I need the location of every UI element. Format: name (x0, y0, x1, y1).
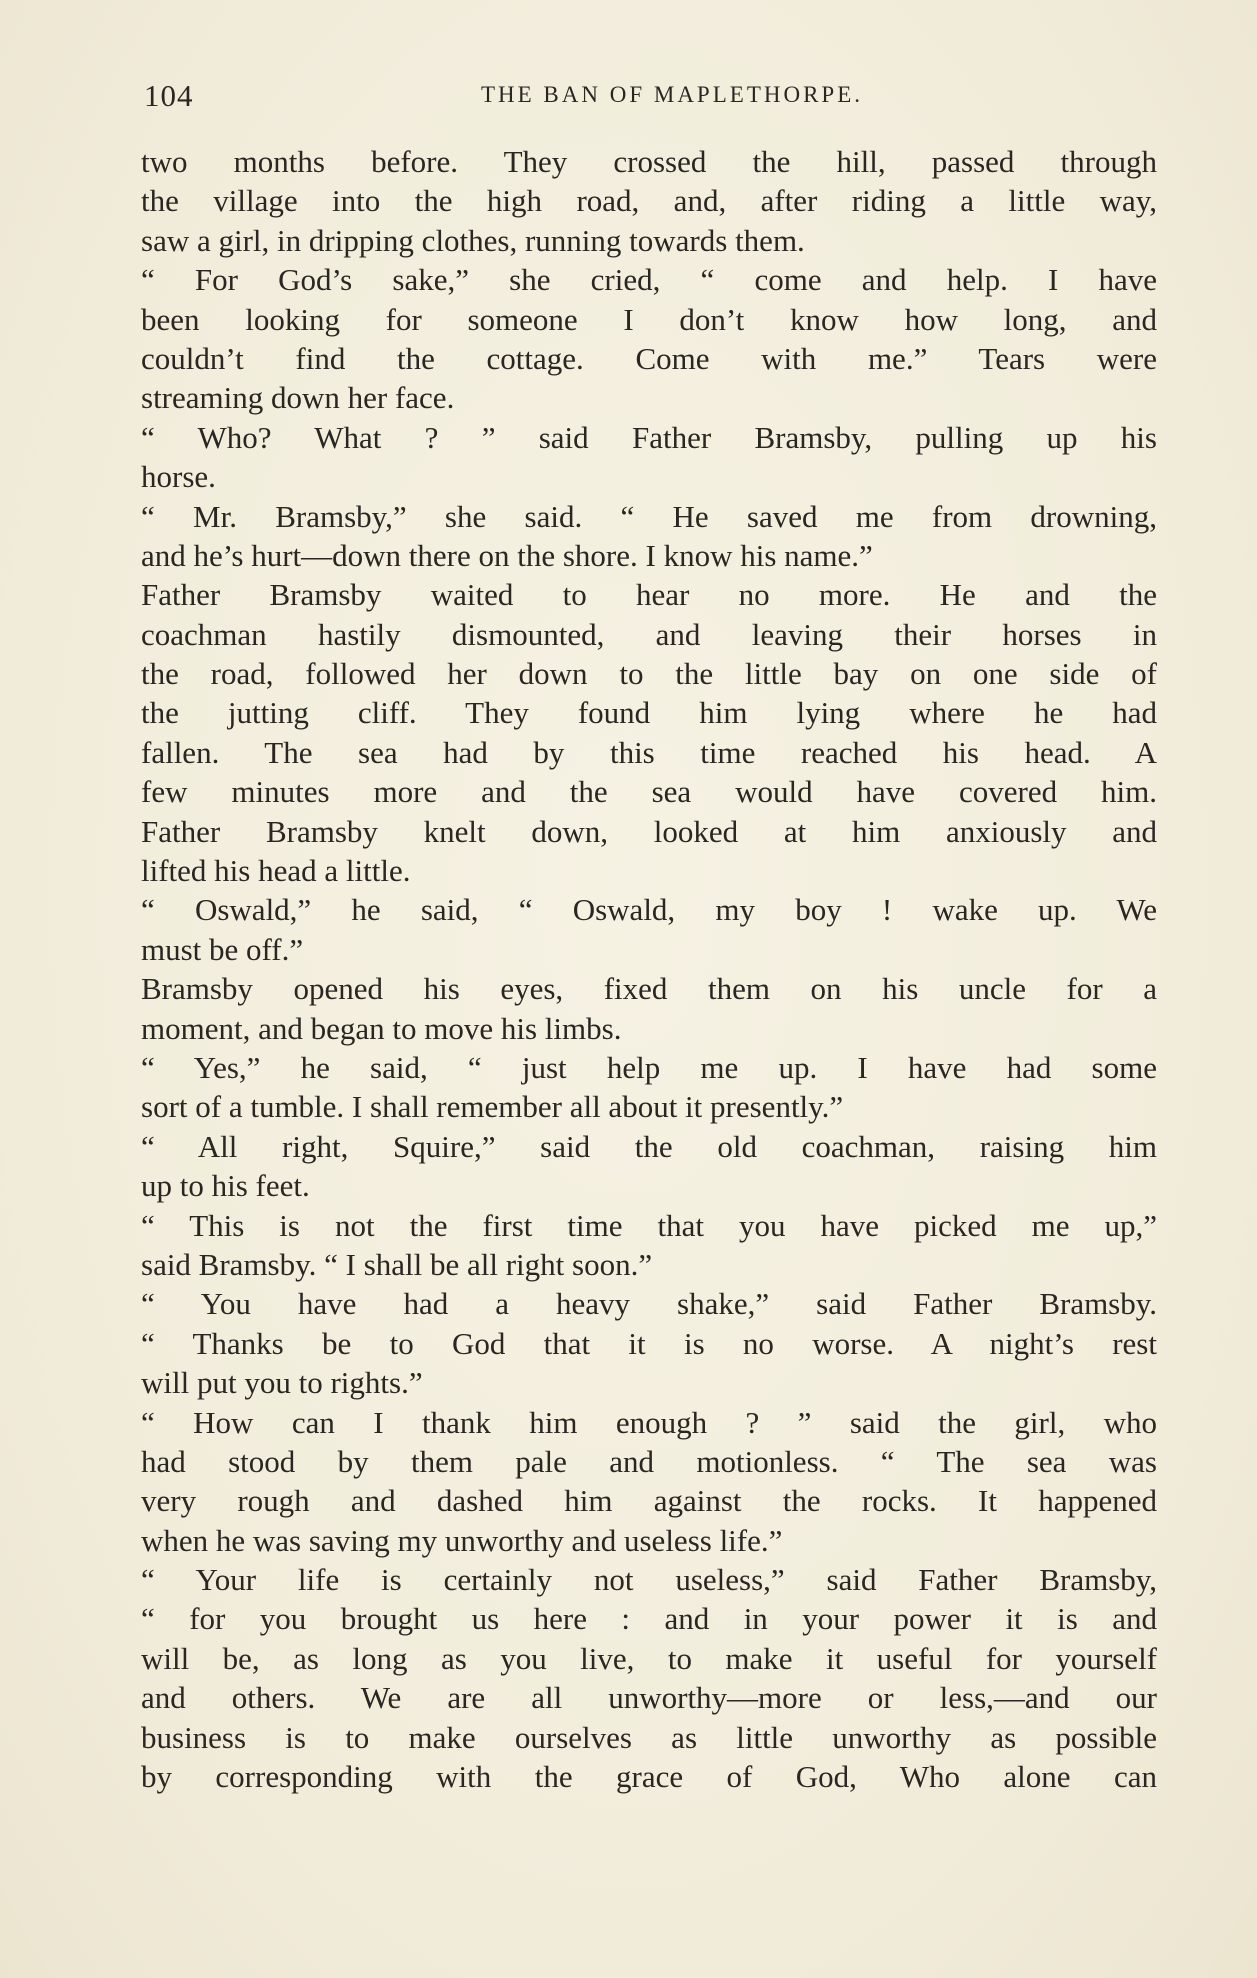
text-line: and others. We are all unworthy—more or less,—and our (141, 1680, 1157, 1716)
text-line: couldn’t find the cottage. Come with me.” Tears were (141, 340, 1157, 376)
page-header (144, 78, 1160, 114)
text-line: “ for you brought us here : and in your power it is and (141, 1601, 1157, 1637)
text-line: “ Who? What ? ” said Father Bramsby, pulling up his (141, 419, 1157, 455)
text-line: business is to make ourselves as little unworthy as possible (141, 1719, 1157, 1755)
running-title: THE BAN OF MAPLETHORPE. (480, 82, 864, 107)
text-line: two months before. They crossed the hill, passed through (141, 144, 1157, 179)
text-line: few minutes more and the sea would have covered him. (141, 774, 1157, 810)
body-text (141, 142, 1157, 1796)
text-line: said Bramsby. “ I shall be all right soon.” (141, 1246, 653, 1282)
text-line: sort of a tumble. I shall remember all about it presently.” (141, 1089, 844, 1125)
text-line: “ All right, Squire,” said the old coachman, raising him (141, 1128, 1157, 1164)
text-line: “ This is not the first time that you have picked me up,” (141, 1207, 1157, 1243)
text-line: the village into the high road, and, after riding a little way, (141, 183, 1157, 219)
text-line: very rough and dashed him against the rocks. It happened (141, 1483, 1157, 1519)
text-line: coachman hastily dismounted, and leaving their horses in (141, 616, 1157, 652)
text-line: fallen. The sea had by this time reached his head. A (141, 734, 1157, 770)
text-line: must be off.” (141, 931, 304, 967)
text-line: Bramsby opened his eyes, fixed them on his uncle for a (141, 971, 1157, 1007)
text-line: Father Bramsby waited to hear no more. He and the (141, 577, 1157, 613)
text-line: “ Oswald,” he said, “ Oswald, my boy ! wake up. We (141, 892, 1157, 928)
text-line: the road, followed her down to the little bay on one side of (141, 656, 1157, 692)
text-line: will be, as long as you live, to make it useful for yourself (141, 1640, 1157, 1676)
text-line: the jutting cliff. They found him lying where he had (141, 695, 1157, 731)
text-line: had stood by them pale and motionless. “ The sea was (141, 1443, 1157, 1479)
text-line: “ Yes,” he said, “ just help me up. I have had some (141, 1049, 1157, 1085)
text-line: when he was saving my unworthy and useless life.” (141, 1522, 783, 1558)
text-line: “ For God’s sake,” she cried, “ come and help. I have (141, 262, 1157, 298)
text-line: Father Bramsby knelt down, looked at him anxiously and (141, 813, 1157, 849)
page-number: 104 (144, 78, 194, 113)
text-line: and he’s hurt—down there on the shore. I know his name.” (141, 537, 873, 573)
text-line: streaming down her face. (141, 380, 455, 416)
text-line: lifted his head a little. (141, 853, 411, 889)
text-line: saw a girl, in dripping clothes, running towards them. (141, 222, 805, 258)
text-line: “ How can I thank him enough ? ” said the girl, who (141, 1404, 1157, 1440)
text-line: “ You have had a heavy shake,” said Father Bramsby. (141, 1286, 1157, 1322)
text-line: been looking for someone I don’t know how long, and (141, 301, 1157, 337)
text-line: will put you to rights.” (141, 1365, 423, 1401)
text-line: by corresponding with the grace of God, Who alone can (141, 1759, 1157, 1795)
text-line: “ Your life is certainly not useless,” said Father Bramsby, (141, 1562, 1157, 1598)
text-line: “ Thanks be to God that it is no worse. A night’s rest (141, 1325, 1157, 1361)
text-line: “ Mr. Bramsby,” she said. “ He saved me from drowning, (141, 498, 1157, 534)
text-line: up to his feet. (141, 1168, 310, 1204)
text-line: horse. (141, 459, 216, 495)
text-line: moment, and began to move his limbs. (141, 1010, 622, 1046)
